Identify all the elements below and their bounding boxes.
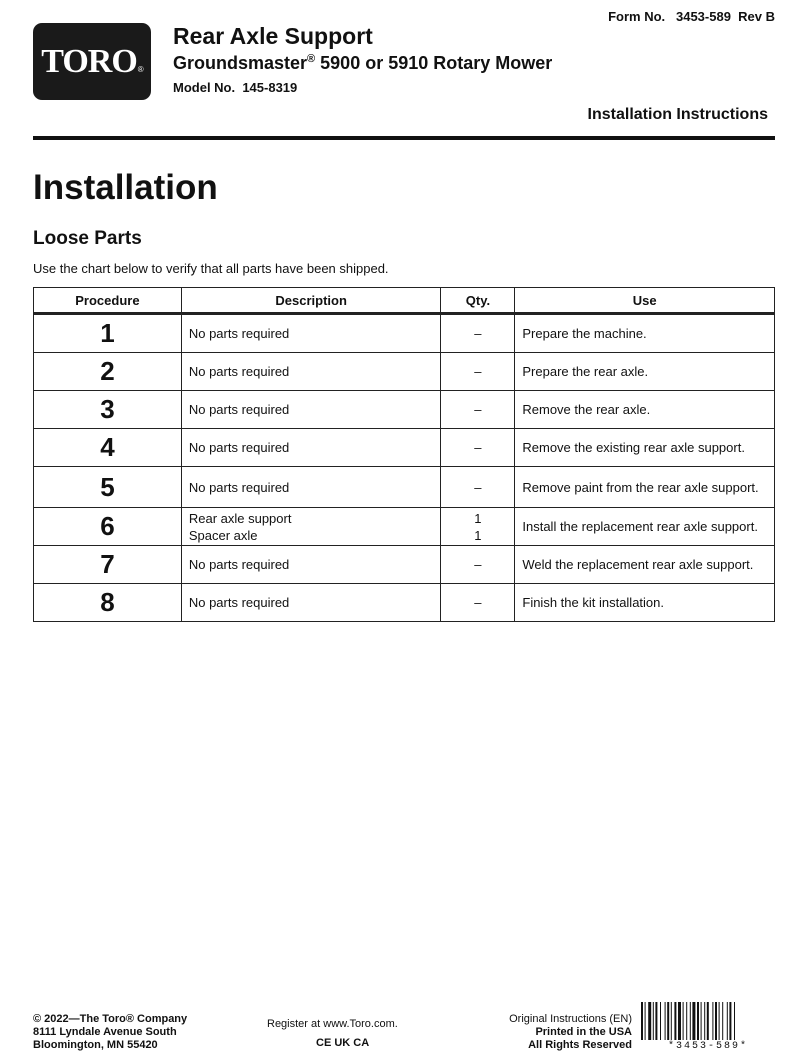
use-cell: Remove the existing rear axle support. bbox=[515, 429, 775, 467]
qty-cell: – bbox=[441, 467, 515, 508]
footer-print-block bbox=[509, 1013, 632, 1052]
document-subtitle bbox=[173, 53, 552, 74]
description-cell: No parts required bbox=[181, 391, 441, 429]
loose-parts-table bbox=[33, 287, 775, 622]
use-cell: Weld the replacement rear axle support. bbox=[515, 546, 775, 584]
qty-cell: – bbox=[441, 584, 515, 622]
qty-cell bbox=[441, 508, 515, 546]
qty-cell: – bbox=[441, 429, 515, 467]
procedure-number: 5 bbox=[34, 467, 182, 508]
toro-logo bbox=[33, 23, 151, 100]
document-title: Rear Axle Support bbox=[173, 23, 373, 49]
logo-registered-mark: ® bbox=[137, 65, 144, 74]
barcode-caption: *3453-589* bbox=[667, 1041, 748, 1052]
table-row bbox=[34, 391, 775, 429]
address-line-2: Bloomington, MN 55420 bbox=[33, 1039, 158, 1051]
address-line-1: 8111 Lyndale Avenue South bbox=[33, 1026, 177, 1038]
header-description: Description bbox=[181, 288, 441, 314]
table-row bbox=[34, 584, 775, 622]
table-row bbox=[34, 429, 775, 467]
subtitle-prefix: Groundsmaster bbox=[173, 53, 308, 73]
use-cell: Remove the rear axle. bbox=[515, 391, 775, 429]
use-cell: Prepare the rear axle. bbox=[515, 353, 775, 391]
qty-cell: – bbox=[441, 353, 515, 391]
table-row bbox=[34, 353, 775, 391]
table-row bbox=[34, 546, 775, 584]
rights-line: All Rights Reserved bbox=[528, 1039, 632, 1051]
procedure-number: 4 bbox=[34, 429, 182, 467]
intro-text: Use the chart below to verify that all parts have been shipped. bbox=[33, 261, 389, 276]
description-cell: No parts required bbox=[181, 467, 441, 508]
procedure-number: 8 bbox=[34, 584, 182, 622]
use-cell: Install the replacement rear axle support. bbox=[515, 508, 775, 546]
description-cell: No parts required bbox=[181, 429, 441, 467]
section-heading: Installation bbox=[33, 168, 218, 207]
qty-line: 1 bbox=[474, 510, 482, 526]
table-row bbox=[34, 314, 775, 353]
description-cell: No parts required bbox=[181, 353, 441, 391]
copyright-line: © 2022—The Toro® Company bbox=[33, 1013, 188, 1025]
document-type: Installation Instructions bbox=[587, 106, 768, 123]
subtitle-suffix: 5900 or 5910 Rotary Mower bbox=[315, 53, 553, 73]
conformity-marks: CE UK CA bbox=[316, 1037, 370, 1049]
description-cell: No parts required bbox=[181, 546, 441, 584]
register-text: Register at www.Toro.com. bbox=[267, 1018, 398, 1030]
original-instructions-line: Original Instructions (EN) bbox=[509, 1013, 632, 1025]
description-line: Spacer axle bbox=[188, 527, 258, 543]
header-rule bbox=[33, 136, 775, 140]
barcode bbox=[641, 1002, 775, 1040]
qty-cell: – bbox=[441, 391, 515, 429]
header-procedure: Procedure bbox=[34, 288, 182, 314]
description-line: Rear axle support bbox=[188, 510, 292, 526]
procedure-number: 1 bbox=[34, 314, 182, 353]
qty-cell: – bbox=[441, 546, 515, 584]
form-number: Form No. 3453-589 Rev B bbox=[608, 9, 775, 24]
footer-company-block bbox=[33, 1013, 187, 1052]
procedure-number: 7 bbox=[34, 546, 182, 584]
table-header-row bbox=[34, 288, 775, 314]
table-row bbox=[34, 467, 775, 508]
printed-line: Printed in the USA bbox=[535, 1026, 632, 1038]
use-cell: Finish the kit installation. bbox=[515, 584, 775, 622]
section-subheading: Loose Parts bbox=[33, 228, 142, 249]
subtitle-reg-mark: ® bbox=[307, 53, 316, 65]
use-cell: Remove paint from the rear axle support. bbox=[515, 467, 775, 508]
procedure-number: 6 bbox=[34, 508, 182, 546]
header-qty: Qty. bbox=[441, 288, 515, 314]
qty-cell: – bbox=[441, 314, 515, 353]
procedure-number: 3 bbox=[34, 391, 182, 429]
qty-line: 1 bbox=[474, 527, 482, 543]
header-use: Use bbox=[515, 288, 775, 314]
logo-wordmark: TORO bbox=[41, 42, 137, 80]
description-cell: No parts required bbox=[181, 314, 441, 353]
procedure-number: 2 bbox=[34, 353, 182, 391]
table-row bbox=[34, 508, 775, 546]
description-cell bbox=[181, 508, 441, 546]
description-cell: No parts required bbox=[181, 584, 441, 622]
model-number: Model No. 145-8319 bbox=[173, 80, 298, 95]
use-cell: Prepare the machine. bbox=[515, 314, 775, 353]
